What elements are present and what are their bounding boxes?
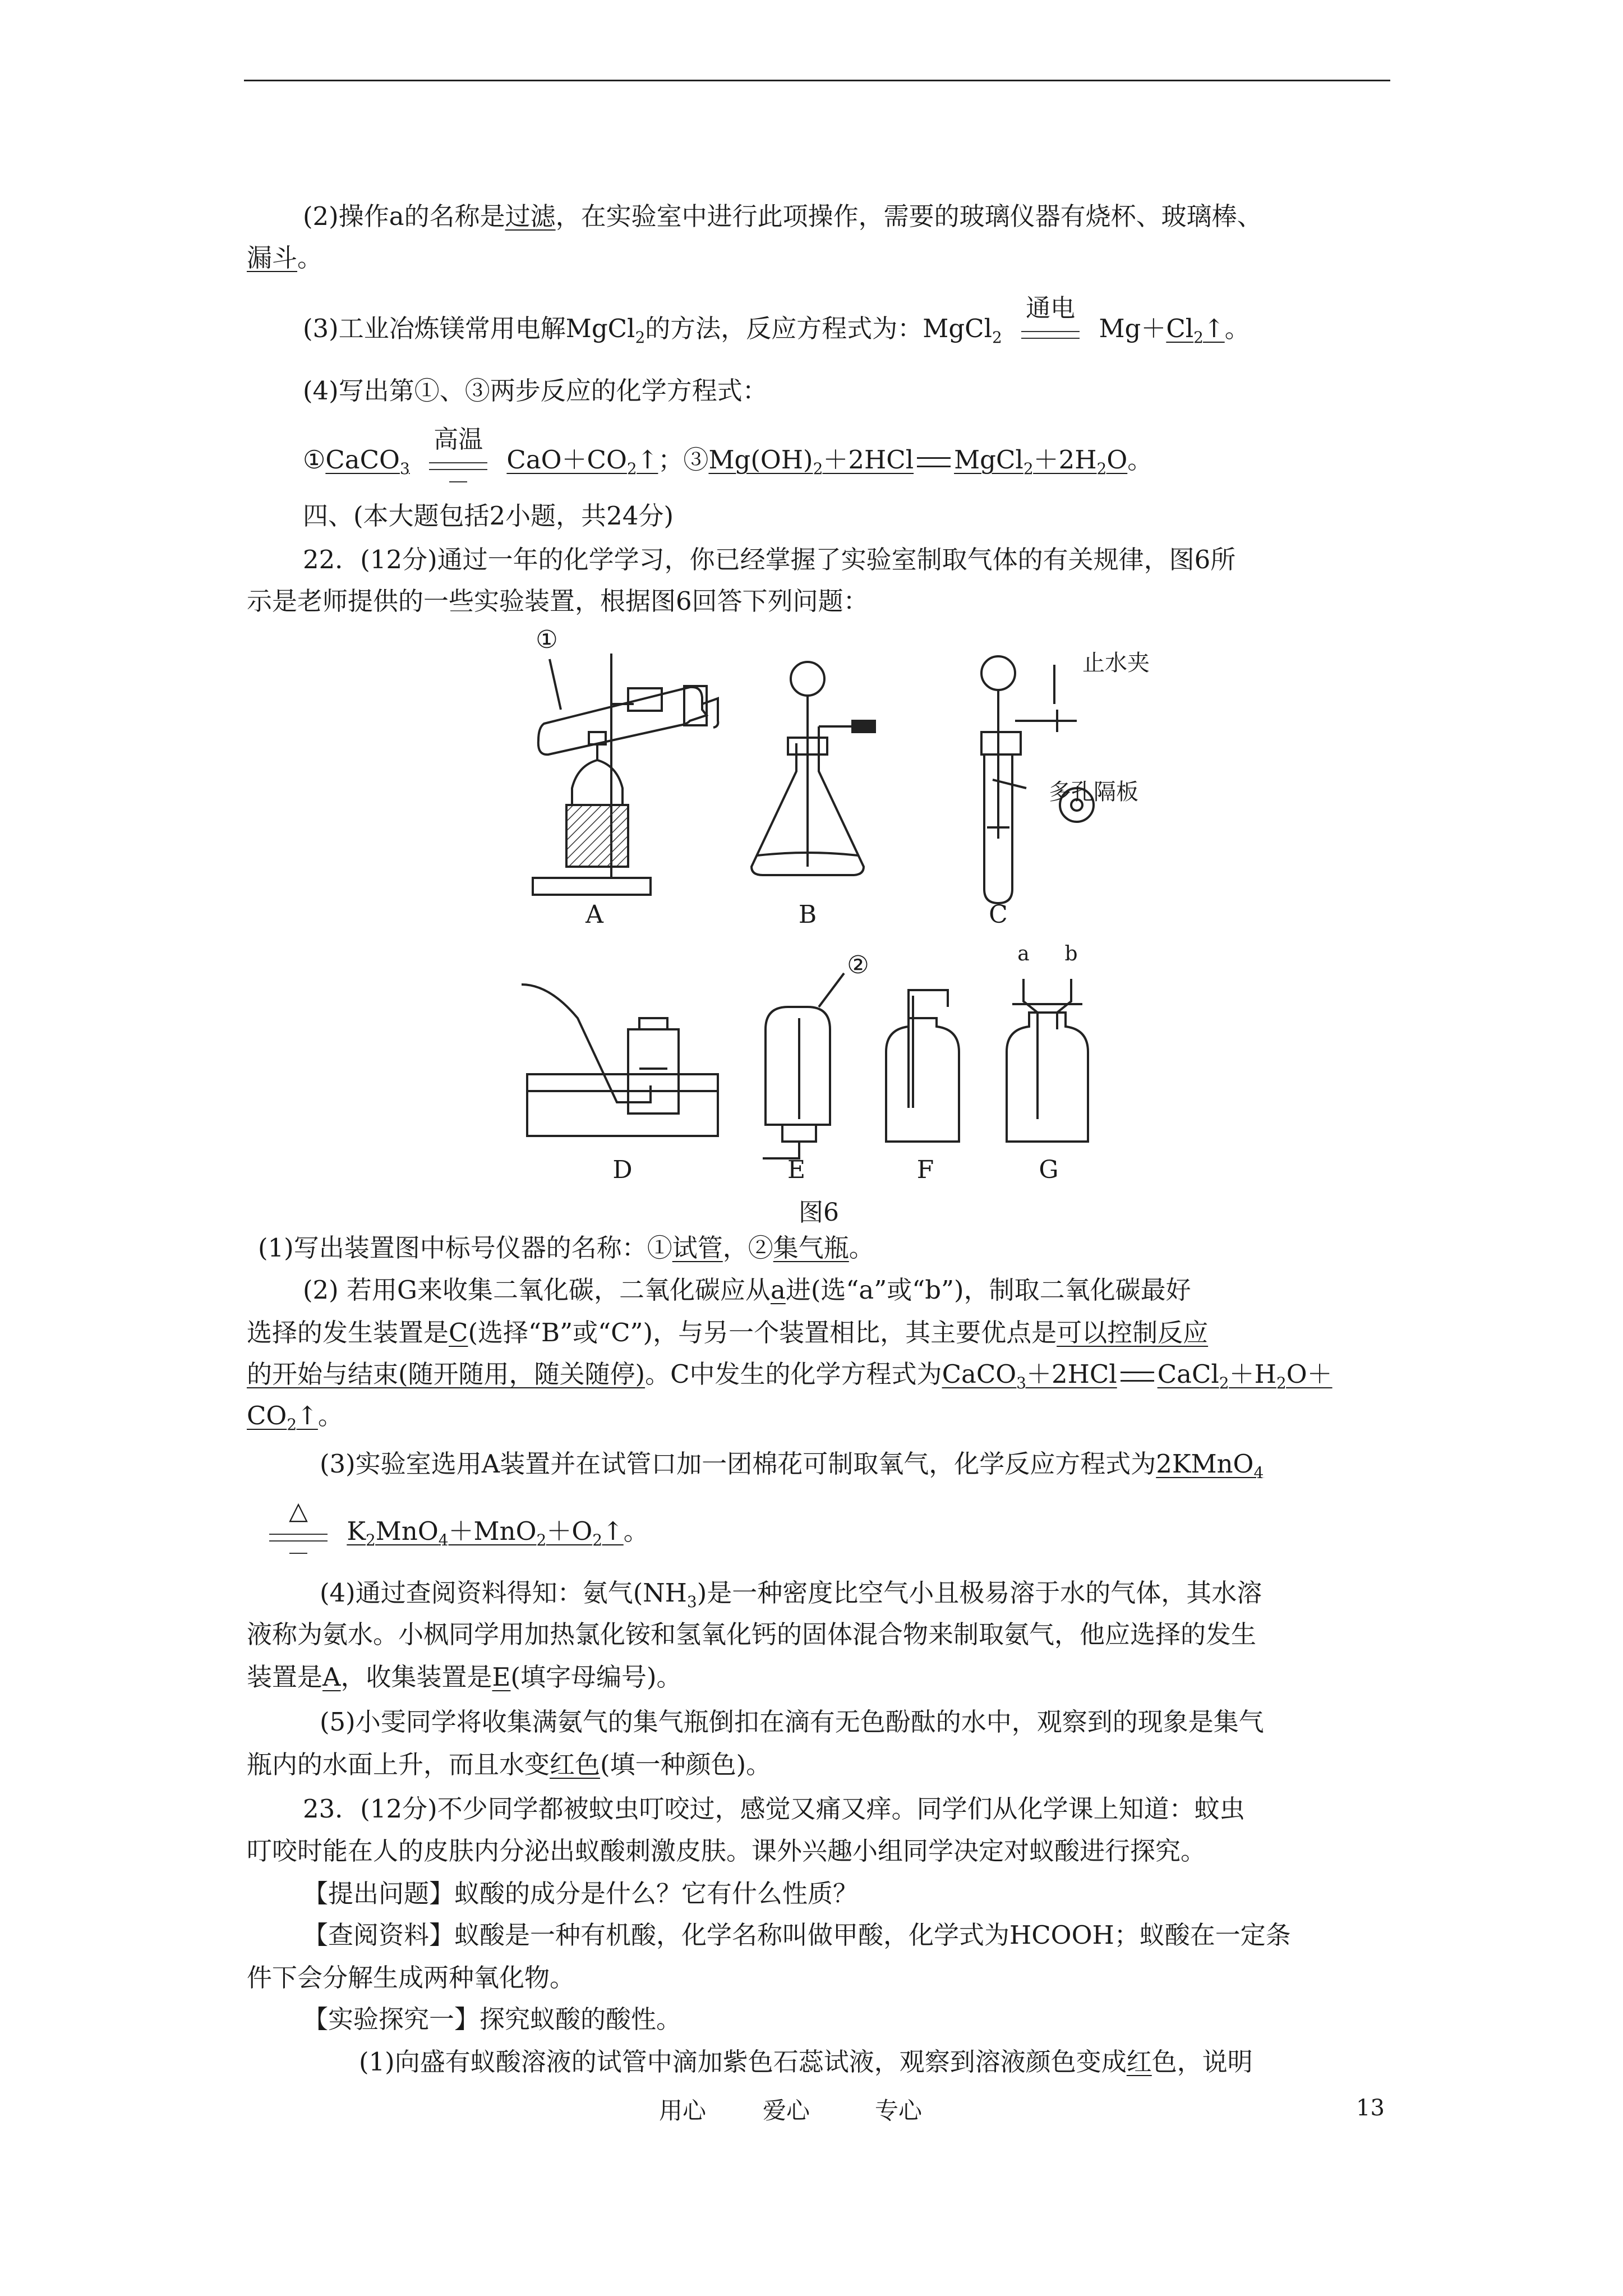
q22-5-line1: (5)小雯同学将收集满氨气的集气瓶倒扣在滴有无色酚酞的水中，观察到的现象是集气 [320,1707,1264,1737]
apparatus-f [886,990,959,1142]
q4-line2: ①CaCO$_3$ 高温 $CaO+CO_2↑$；$③Mg(OH)_2+2HCl$ $MgCl_2+2H_2O$。 [303,443,1152,479]
footer-text-3: 专心 [875,2097,923,2124]
condition-heat: △ [265,1517,332,1550]
q22-3-line1: (3)实验室选用A装置并在试管口加一团棉花可制取氧气，化学反应方程式为2KMnO$_4$ [320,1449,1264,1482]
apparatus-a [533,654,718,895]
q3-line: (3)工业冶炼镁常用电解MgCl$_2$的方法，反应方程式为：MgCl$_2$ 通电 $Mg+Cl_2↑$。 [303,293,1250,347]
label-port-b: b [1064,942,1078,965]
q23-line4: 【查阅资料】蚁酸是一种有机酸，化学名称叫做甲酸，化学式为HCOOH；蚁酸在一定条 [303,1920,1291,1950]
caption-a: A [585,900,603,929]
q22-2-line4: $CO_2↑$。 [247,1401,343,1434]
q22-5-line2: 瓶内的水面上升，而且水变红色(填一种颜色)。 [247,1750,772,1779]
header-rule [244,80,1390,81]
figure-6 [505,625,1155,1231]
q23-line5: 件下会分解生成两种氧化物。 [247,1963,575,1993]
q22-line1: 22．(12分)通过一年的化学学习，你已经掌握了实验室制取气体的有关规律，图6所 [303,545,1236,574]
page-number: 13 [1356,2095,1385,2121]
footer-text-2: 爱心 [763,2097,810,2124]
condition-electrolysis: 通电 [1017,314,1084,348]
q23-line2: 叮咬时能在人的皮肤内分泌出蚁酸刺激皮肤。课外兴趣小组同学决定对蚁酸进行探究。 [247,1836,1206,1866]
q23-line6: 【实验探究一】探究蚁酸的酸性。 [303,2004,682,2034]
section-heading: 四、(本大题包括2小题，共24分) [303,501,674,531]
q22-4-line2: 液称为氨水。小枫同学用加热氯化铵和氢氧化钙的固体混合物来制取氨气，他应选择的发生 [247,1619,1257,1649]
apparatus-g [1007,979,1088,1142]
q23-line7: (1)向盛有蚁酸溶液的试管中滴加紫色石蕊试液，观察到溶液颜色变成红色，说明 [359,2047,1253,2077]
label-circled-2: ② [847,951,869,979]
q22-3-line2: △ $K_2MnO_4+MnO_2+O_2↑$。 [258,1515,649,1550]
q2-line2: 漏斗。 [247,243,323,273]
q4-line1: (4)写出第①、③两步反应的化学方程式： [303,376,768,406]
apparatus-d [522,984,718,1136]
q22-line2: 示是老师提供的一些实验装置，根据图6回答下列问题： [247,586,869,616]
caption-e: E [787,1156,806,1184]
q22-2-line2: 选择的发生装置是C(选择“B”或“C”)，与另一个装置相比，其主要优点是可以控制反应 [247,1318,1209,1347]
q22-2-line3: 的开始与结束(随开随用，随关随停)。C中发生的化学方程式为CaCO$_3$＋2HCl $CaCl_2+H_2O+$ [247,1359,1332,1392]
apparatus-e [763,973,844,1158]
caption-b: B [798,900,817,929]
label-port-a: a [1017,942,1030,965]
q22-2-line1: (2) 若用G来收集二氧化碳，二氧化碳应从a进(选“a”或“b”)，制取二氧化碳最好 [303,1275,1191,1305]
label-circled-1: ① [536,625,558,654]
q23-line3: 【提出问题】蚁酸的成分是什么？它有什么性质？ [303,1879,859,1908]
q23-line1: 23．(12分)不少同学都被蚊虫叮咬过，感觉又痛又痒。同学们从化学课上知道：蚊虫 [303,1794,1245,1824]
caption-d: D [612,1156,633,1184]
q22-1: (1)写出装置图中标号仪器的名称：①试管，②集气瓶。 [258,1233,874,1263]
footer-text-1: 用心 [659,2097,707,2124]
caption-c: C [989,900,1008,929]
label-stop-clamp: 止水夹 [1082,650,1150,676]
condition-high-temp: 高温 [425,445,492,479]
q2-line1: (2)操作a的名称是过滤，在实验室中进行此项操作，需要的玻璃仪器有烧杯、玻璃棒、 [303,201,1262,231]
caption-f: F [916,1156,934,1184]
caption-g: G [1039,1156,1059,1184]
apparatus-b [751,662,875,875]
q22-4-line1: (4)通过查阅资料得知：氨气$(NH_3)$是一种密度比空气小且极易溶于水的气体，其水溶 [320,1578,1262,1611]
figure-caption: 图6 [799,1198,839,1227]
label-porous-plate: 多孔隔板 [1049,779,1138,805]
q22-4-line3: 装置是A，收集装置是E(填字母编号)。 [247,1662,682,1692]
